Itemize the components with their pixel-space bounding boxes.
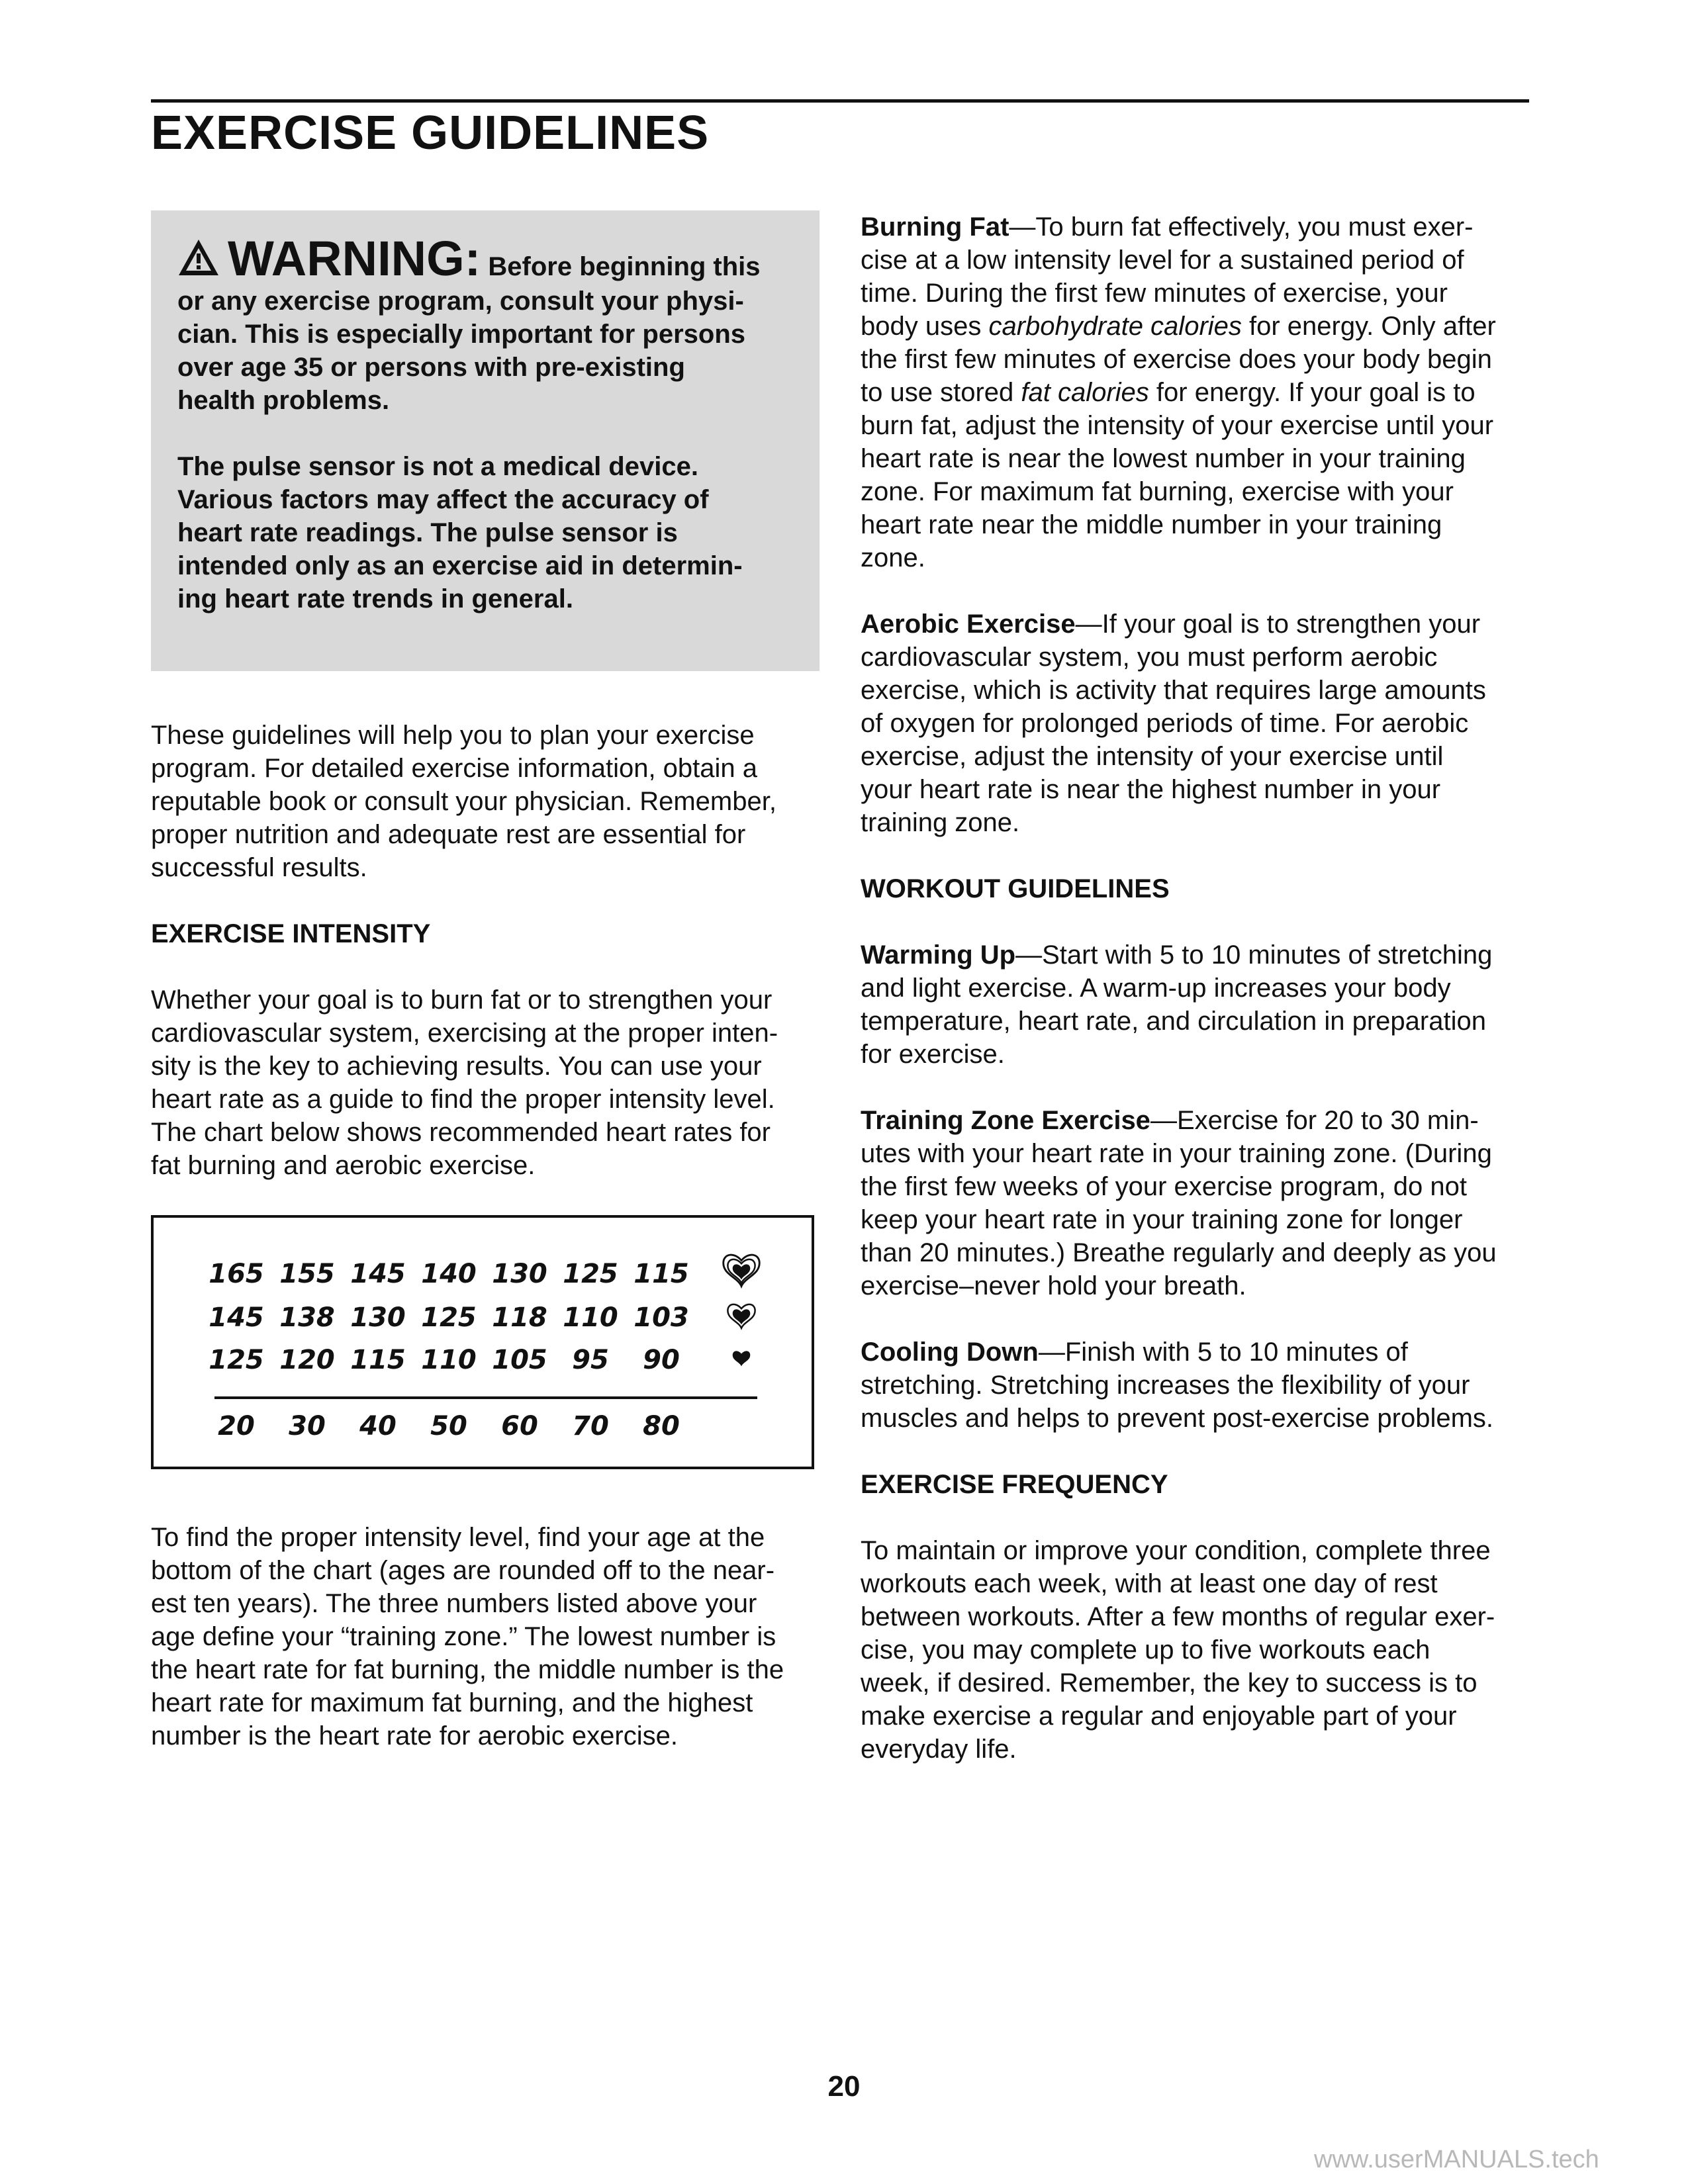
- heart-rate-value: 115: [633, 1259, 689, 1289]
- header-rule: [151, 99, 1529, 103]
- cooling-down-paragraph: [861, 1336, 1536, 1435]
- exercise-intensity-heading: EXERCISE INTENSITY: [151, 919, 431, 948]
- heart-rate-value: 165: [209, 1259, 264, 1289]
- warming-up-paragraph: [861, 938, 1536, 1071]
- heart-rate-value: 103: [633, 1302, 689, 1333]
- intro-paragraph: These guidelines will help you to plan your exercise program. For detailed exercise information, obtain a reputable book or consult your physician. Remember, proper nutrition and adequate rest are essential for successful results.: [151, 721, 776, 882]
- page-title: EXERCISE GUIDELINES: [151, 107, 710, 159]
- age-label: 20: [218, 1411, 255, 1441]
- fat-calories-term: fat calories: [1021, 378, 1149, 407]
- warning-triangle-icon: [177, 238, 220, 285]
- aerobic-exercise-lead: Aerobic Exercise: [861, 610, 1076, 639]
- aerobic-exercise-paragraph: [861, 608, 1536, 839]
- warning-paragraph: [177, 231, 792, 417]
- age-label: 40: [359, 1411, 397, 1441]
- aerobic-exercise-text: —If your goal is to strengthen your cardiovascular system, you must perform aerobic exercise, which is activity that requires large amounts of oxygen for prolonged periods of time. For aerobic exercise, adjust the intensity of your exercise until your heart rate is near the highest number in your training zone.: [861, 610, 1486, 837]
- heart-rate-value: 125: [563, 1259, 618, 1289]
- heart-rate-chart-graphic: [154, 1218, 812, 1467]
- heart-rate-value: 95: [572, 1345, 609, 1375]
- heart-rate-chart: [151, 1215, 814, 1469]
- heart-rate-value: 125: [209, 1345, 264, 1375]
- warning-text-first: Before beginning this: [488, 252, 761, 281]
- age-label: 50: [430, 1411, 467, 1441]
- page-number: 20: [827, 2070, 861, 2103]
- heart-rate-value: 140: [421, 1259, 477, 1289]
- training-zone-exercise-paragraph: [861, 1104, 1536, 1302]
- watermark: www.userMANUALS.tech: [1314, 2146, 1599, 2173]
- warning-box: [151, 210, 820, 671]
- heart-medium-icon: [727, 1304, 755, 1328]
- heart-rate-value: 110: [421, 1345, 477, 1375]
- burning-fat-text-c: for energy. If your goal is to burn fat, adjust the intensity of your exercise until your heart rate is near the lowest number in your training zone. For maximum fat burning, exercise with your heart rate near the middle number in your training zone.: [861, 378, 1494, 572]
- heart-rate-value: 110: [563, 1302, 618, 1333]
- heart-rate-value: 145: [350, 1259, 406, 1289]
- heart-rate-value: 125: [421, 1302, 477, 1333]
- carbohydrate-calories-term: carbohydrate calories: [988, 312, 1242, 341]
- training-zone-exercise-text: —Exercise for 20 to 30 min- utes with your heart rate in your training zone. (During the first few weeks of your exercise program, do not keep your heart rate in your training zone for longer than 20 minutes.) Breathe regularly and deeply as you exercise–never hold your breath.: [861, 1106, 1497, 1300]
- heart-rate-value: 130: [492, 1259, 547, 1289]
- age-label: 80: [643, 1411, 680, 1441]
- warming-up-lead: Warming Up: [861, 940, 1016, 970]
- age-label: 30: [289, 1411, 326, 1441]
- age-label: 70: [572, 1411, 609, 1441]
- workout-guidelines-heading: WORKOUT GUIDELINES: [861, 874, 1170, 903]
- heart-rate-value: 130: [350, 1302, 406, 1333]
- heart-rate-value: 155: [279, 1259, 335, 1289]
- right-column: [861, 210, 1536, 1799]
- burning-fat-paragraph: [861, 210, 1536, 574]
- warning-text: or any exercise program, consult your physi- cian. This is especially important for persons over age 35 or persons with pre-existing health problems.: [177, 287, 746, 415]
- heart-large-icon: [724, 1255, 760, 1286]
- heart-rate-value: 105: [492, 1345, 547, 1375]
- intensity-paragraph: Whether your goal is to burn fat or to strengthen your cardiovascular system, exercising at the proper inten- sity is the key to achieving results. You can use your heart rate as a guide to find the proper intensity level. The chart below shows recommended heart rates for fat burning and aerobic exercise.: [151, 985, 778, 1180]
- training-zone-explanation: To find the proper intensity level, find your age at the bottom of the chart (ages are rounded off to the near- est ten years). The three numbers listed above your age define your “training zone.” The lowest number is the heart rate for fat burning, the middle number is the heart rate for maximum fat burning, and the highest number is the heart rate for aerobic exercise.: [151, 1523, 784, 1751]
- burning-fat-text-b: for energy. Only after the first few minutes of exercise does your body begin to use stored: [861, 312, 1496, 407]
- left-column: [151, 210, 820, 1786]
- heart-rate-value: 120: [279, 1345, 335, 1375]
- pulse-sensor-note: The pulse sensor is not a medical device. Various factors may affect the accuracy of heart rate readings. The pulse sensor is intended only as an exercise aid in determin- ing heart rate trends in general.: [177, 452, 743, 614]
- heart-rate-value: 138: [279, 1302, 335, 1333]
- heart-rate-value: 118: [492, 1302, 547, 1333]
- warming-up-text: —Start with 5 to 10 minutes of stretching and light exercise. A warm-up increases your body temperature, heart rate, and circulation in preparation for exercise.: [861, 940, 1493, 1069]
- burning-fat-first-line: —To burn fat effectively, you must exer-: [1009, 212, 1474, 242]
- frequency-paragraph: To maintain or improve your condition, complete three workouts each week, with at least one day of rest between workouts. After a few months of regular exer- cise, you may complete up to five workouts each week, if desired. Remember, the key to success is to make exercise a regular and enjoyable part of your everyday life.: [861, 1536, 1495, 1764]
- cooling-down-text: —Finish with 5 to 10 minutes of stretching. Stretching increases the flexibility of your muscles and helps to prevent post-exercise problems.: [861, 1338, 1494, 1433]
- heart-rate-value: 145: [209, 1302, 264, 1333]
- heart-rate-value: 115: [350, 1345, 406, 1375]
- burning-fat-text-a: cise at a low intensity level for a sustained period of time. During the first few minutes of exercise, your body uses: [861, 246, 1464, 341]
- cooling-down-lead: Cooling Down: [861, 1338, 1039, 1367]
- heart-rate-value: 90: [643, 1345, 680, 1375]
- age-label: 60: [501, 1411, 538, 1441]
- heart-small-icon: [733, 1351, 751, 1366]
- burning-fat-lead: Burning Fat: [861, 212, 1009, 242]
- exercise-frequency-heading: EXERCISE FREQUENCY: [861, 1470, 1168, 1499]
- training-zone-exercise-lead: Training Zone Exercise: [861, 1106, 1150, 1135]
- warning-label: WARNING:: [228, 231, 481, 286]
